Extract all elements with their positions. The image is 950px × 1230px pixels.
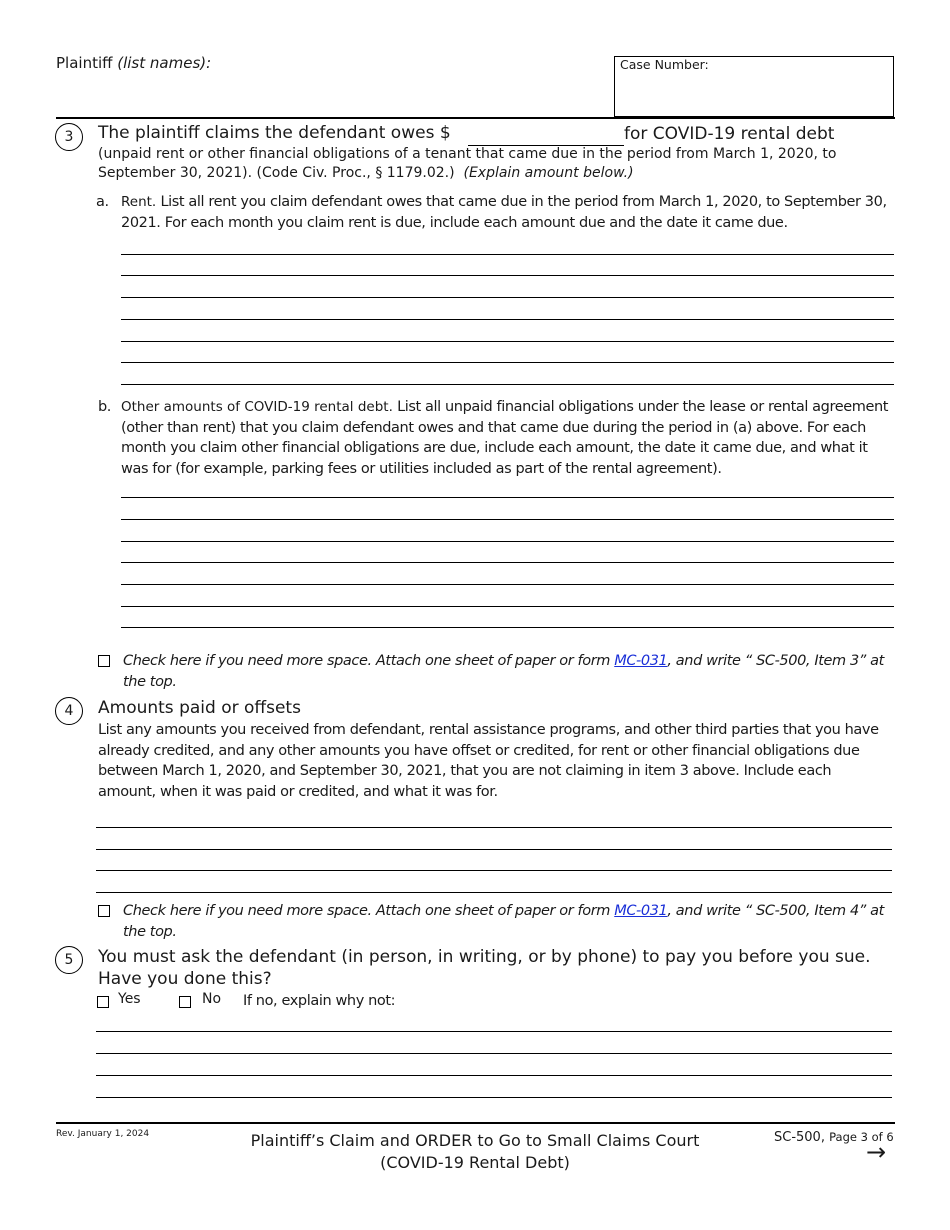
plaintiff-text: Plaintiff [56, 54, 113, 72]
rent-line-1[interactable] [121, 254, 894, 255]
item4-title: Amounts paid or offsets [98, 698, 301, 718]
offset-line-3[interactable] [96, 870, 892, 871]
footer-divider [56, 1122, 895, 1124]
rent-line-2[interactable] [121, 275, 894, 276]
explain-line-3[interactable] [96, 1075, 892, 1076]
item3a-lead: Rent. [121, 194, 157, 210]
other-line-1[interactable] [121, 497, 894, 498]
footer-title [180, 1130, 770, 1174]
footer-title-line2: (COVID-19 Rental Debt) [380, 1153, 570, 1172]
item3-check-text-2: , and write “ SC-500, Item 3” at the top. [123, 653, 884, 690]
offset-line-2[interactable] [96, 849, 892, 850]
other-line-7[interactable] [121, 627, 894, 628]
yes-checkbox[interactable] [97, 996, 109, 1008]
explain-line-1[interactable] [96, 1031, 892, 1032]
case-number-label: Case Number: [620, 57, 709, 72]
rent-line-5[interactable] [121, 341, 894, 342]
mc031-link-item3[interactable]: MC-031 [614, 653, 668, 669]
item-number-3: 3 [55, 123, 83, 151]
item3a-body: List all rent you claim defendant owes that came due in the period from March 1, 2020, to September 30, 2021. For each month you claim rent is due, include each amount due and the date it came due. [121, 194, 887, 231]
form-id: SC-500, [774, 1130, 825, 1145]
item4-text: List any amounts you received from defendant, rental assistance programs, and other third parties that you have already credited, and any other amounts you have offset or credited, for rent or other financial obligations due between March 1, 2020, and September 30, 2021, that you are not claiming in item 3 above. Include each amount, when it was paid or credited, and what it was for. [98, 722, 879, 800]
plaintiff-label [56, 54, 211, 72]
other-line-3[interactable] [121, 541, 894, 542]
case-number-box[interactable] [614, 56, 894, 117]
offset-line-4[interactable] [96, 892, 892, 893]
item3a-marker: a. [96, 194, 109, 210]
item4-check-text-2: , and write “ SC-500, Item 4” at the top. [123, 903, 884, 940]
item5-title: You must ask the defendant (in person, in writing, or by phone) to pay you before you sue. Have you done this? [98, 947, 871, 989]
next-page-arrow-icon[interactable]: → [866, 1138, 887, 1166]
item3b-marker: b. [98, 399, 112, 415]
no-checkbox[interactable] [179, 996, 191, 1008]
item3-more-space-checkbox[interactable] [98, 655, 110, 667]
explain-line-4[interactable] [96, 1097, 892, 1098]
item3-subtitle-italic: (Explain amount below.) [463, 165, 634, 181]
item4-more-space-text [123, 901, 893, 942]
offset-line-1[interactable] [96, 827, 892, 828]
page-number: Page 3 of 6 [829, 1130, 894, 1144]
item3b-lead: Other amounts of COVID-19 rental debt. [121, 399, 393, 415]
item3b-body: List all unpaid financial obligations under the lease or rental agreement (other than rent) that you claim defendant owes and that came due during the period in (a) above. For each month you claim other financial obligations are due, include each amount, the date it came due, and what it was for (for example, parking fees or utilities included as part of the rental agreement). [121, 399, 889, 477]
other-line-2[interactable] [121, 519, 894, 520]
footer-title-line1: Plaintiff’s Claim and ORDER to Go to Small Claims Court [250, 1131, 700, 1150]
rent-line-4[interactable] [121, 319, 894, 320]
explain-line-2[interactable] [96, 1053, 892, 1054]
item3-check-text: Check here if you need more space. Attach one sheet of paper or form [123, 653, 610, 669]
item-number-5: 5 [55, 946, 83, 974]
rent-line-7[interactable] [121, 384, 894, 385]
item4-more-space-checkbox[interactable] [98, 905, 110, 917]
item3-more-space-text [123, 651, 893, 692]
revision-date: Rev. January 1, 2024 [56, 1129, 150, 1139]
plaintiff-hint: (list names): [117, 54, 212, 72]
explain-label: If no, explain why not: [243, 993, 396, 1009]
item3b-text [121, 397, 893, 479]
header-divider [56, 117, 895, 119]
item-number-4: 4 [55, 697, 83, 725]
rent-line-6[interactable] [121, 362, 894, 363]
item3a-text [121, 192, 893, 233]
item3-title: The plaintiff claims the defendant owes $ [98, 123, 451, 143]
mc031-link-item4[interactable]: MC-031 [614, 903, 668, 919]
item3-subtitle [98, 145, 888, 183]
rent-line-3[interactable] [121, 297, 894, 298]
item3-title-suffix: for COVID-19 rental debt [624, 124, 835, 144]
item3-subtitle-text: (unpaid rent or other financial obligations of a tenant that came due in the period from March 1, 2020, to September 30, 2021). (Code Civ. Proc., § 1179.02.) [98, 146, 837, 181]
other-line-4[interactable] [121, 562, 894, 563]
no-label: No [202, 991, 222, 1007]
yes-label: Yes [118, 991, 141, 1007]
other-line-6[interactable] [121, 606, 894, 607]
other-line-5[interactable] [121, 584, 894, 585]
item4-check-text: Check here if you need more space. Attach one sheet of paper or form [123, 903, 610, 919]
